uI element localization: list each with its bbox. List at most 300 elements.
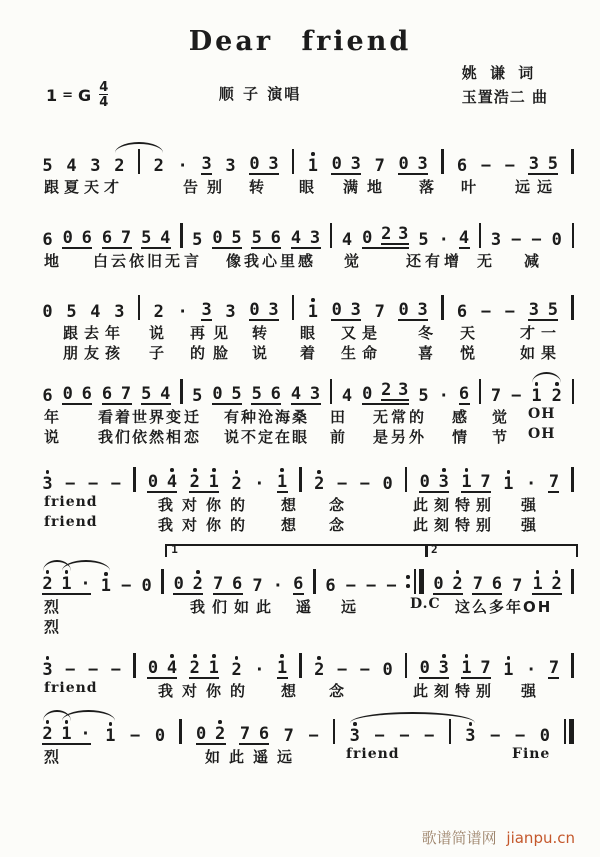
lyrics-row [0, 595, 600, 615]
note-digit: 6 [81, 228, 92, 248]
rest-dash [337, 469, 348, 493]
aug-dot [438, 225, 449, 249]
note [231, 379, 242, 403]
note-digit: 5 [251, 384, 262, 404]
lyric-syllable: 眼 [299, 178, 315, 196]
beam-group [173, 569, 203, 595]
aug-dot [254, 469, 265, 493]
lyrics-row [0, 405, 600, 425]
performer-credit: 顺 子 演唱 [218, 85, 302, 103]
beam-group [528, 295, 558, 321]
note [480, 467, 491, 491]
rest-dash [511, 381, 522, 405]
note-digit: 4 [290, 228, 302, 248]
lyric-syllable: D.C [410, 596, 441, 612]
note [362, 379, 373, 403]
note-digit: 1 [531, 386, 542, 406]
note-digit: 2 [381, 223, 392, 244]
beam-group [461, 467, 491, 493]
barline [138, 295, 141, 320]
note [225, 297, 236, 321]
lyric-syllable: 告别 [183, 178, 232, 196]
watermark [422, 827, 575, 848]
beam-group [212, 223, 242, 249]
note [231, 655, 242, 679]
rest-dash [121, 571, 132, 595]
barline [330, 379, 333, 404]
note-digit: 0 [147, 472, 159, 492]
lyricist-credit: 姚 谦 词 [461, 64, 538, 82]
lyric-syllable: 像我心里感 [226, 252, 317, 270]
note [528, 295, 539, 319]
lyric-syllable: 想 [281, 682, 297, 700]
note [491, 381, 502, 405]
beam-group [147, 653, 177, 679]
rest-dash [65, 655, 76, 679]
note [231, 469, 242, 493]
note-digit: 7 [480, 472, 491, 492]
note-digit: 4 [66, 156, 77, 176]
note [398, 295, 409, 319]
score [0, 131, 600, 765]
note [42, 225, 53, 249]
note [81, 223, 92, 247]
note [307, 151, 318, 175]
note-digit: 3 [398, 379, 409, 400]
tie-slur-arc [62, 560, 110, 571]
note-digit: − [511, 386, 522, 406]
beam-group [461, 653, 491, 679]
volta-label: 2 [431, 543, 438, 556]
lyric-syllable: 眼 [300, 324, 316, 342]
note [382, 469, 393, 493]
note [438, 653, 449, 677]
note-digit: − [87, 474, 99, 494]
note-digit: 0 [433, 574, 444, 594]
notes-row [42, 375, 574, 405]
lyric-syllable: 遥 [296, 598, 312, 616]
rest-dash [386, 571, 397, 595]
note [114, 151, 125, 175]
lyric-syllable: 生命 [341, 344, 384, 362]
lyric-syllable: 这么多年OH [455, 598, 553, 616]
lyric-syllable: friend [44, 514, 98, 530]
note-digit: 0 [398, 300, 409, 320]
note-digit: 6 [325, 576, 336, 596]
repeat-dot [406, 584, 410, 588]
rest-dash [511, 225, 522, 249]
note-digit: − [359, 660, 370, 680]
rest-dash [480, 151, 491, 175]
barline [571, 149, 574, 174]
note-digit: 0 [42, 302, 53, 322]
note-digit: 1 [100, 576, 111, 596]
lyric-syllable: 此刻特别 [413, 496, 498, 514]
barline [571, 295, 574, 320]
lyric-syllable: 远 [341, 598, 357, 616]
note-digit: 0 [362, 228, 373, 248]
beam-group [398, 295, 428, 321]
lyric-syllable: 觉 [492, 408, 508, 426]
note-digit: 0 [419, 658, 430, 678]
beam-group [249, 149, 279, 175]
note-digit: 2 [314, 660, 325, 680]
note-digit: · [254, 660, 265, 680]
note-digit: 4 [341, 230, 353, 250]
note-digit: 4 [290, 384, 302, 404]
lyric-syllable: 着 [300, 344, 316, 362]
lyric-syllable: 我对你的 [158, 682, 255, 700]
note [551, 569, 562, 593]
lyric-syllable: 此刻特别 [413, 682, 498, 700]
lyric-syllable: 觉 [344, 252, 360, 270]
beam-group [381, 219, 409, 245]
lyrics-row [0, 249, 600, 269]
lyrics-row [0, 321, 600, 341]
note-digit: 7 [472, 574, 484, 594]
beam-group [433, 569, 463, 595]
note [532, 569, 543, 593]
beam-group [532, 569, 562, 595]
note [62, 379, 73, 403]
composer-credit: 玉置浩二 曲 [461, 88, 548, 106]
time-signature-numerator: 4 [99, 80, 109, 95]
note-digit: 7 [120, 228, 132, 248]
lyric-syllable: 我们依然相 [98, 428, 184, 446]
lyrics-row [0, 493, 600, 513]
note-digit: 7 [120, 384, 132, 404]
note-digit: 0 [382, 660, 393, 680]
rest-dash [504, 297, 515, 321]
note-digit: 3 [438, 472, 449, 492]
note-digit: · [438, 386, 449, 406]
lyric-syllable: 的脸 [190, 344, 237, 362]
lyric-syllable: 如此遥远 [205, 748, 302, 766]
note-digit: 2 [114, 156, 125, 176]
note-digit: 6 [270, 228, 281, 248]
credits-block [462, 61, 548, 109]
rest-dash [88, 655, 99, 679]
lyric-syllable: 再见 [190, 324, 237, 342]
note-digit: − [399, 726, 410, 746]
note-digit: 7 [480, 658, 491, 678]
note-digit: 3 [438, 658, 449, 678]
note-digit: 6 [232, 574, 243, 594]
note [90, 151, 101, 175]
beam-group [42, 719, 91, 745]
note-digit: 3 [490, 230, 502, 250]
note [42, 151, 53, 175]
beam-group [251, 223, 281, 249]
beam-group [331, 149, 361, 175]
note-digit: − [110, 474, 122, 494]
note-digit: 4 [160, 384, 171, 404]
note-digit: 4 [90, 302, 101, 322]
note-digit: · [272, 576, 283, 596]
lyric-syllable: 前 [330, 428, 346, 446]
note [105, 721, 116, 745]
note-digit: 5 [547, 154, 558, 174]
lyric-syllable: OH [528, 406, 556, 422]
note-digit: 2 [231, 660, 242, 680]
beam-group [189, 467, 219, 493]
lyric-syllable: 感 [452, 408, 468, 426]
note [314, 469, 325, 493]
beam-group [528, 149, 558, 175]
note [42, 381, 53, 405]
lyrics-row [0, 615, 600, 635]
note [291, 379, 302, 403]
note [153, 151, 164, 175]
note [283, 721, 294, 745]
note-digit: 6 [42, 386, 53, 406]
lyrics-row [0, 341, 600, 361]
lyrics-row [0, 745, 600, 765]
note [480, 653, 491, 677]
note-digit: 3 [201, 300, 212, 320]
note-digit: 6 [42, 230, 53, 250]
lyric-syllable: 强 [521, 516, 537, 534]
aug-dot [80, 719, 91, 743]
lyric-syllable: 念 [329, 682, 345, 700]
system [0, 131, 600, 195]
note-digit: 5 [547, 300, 558, 320]
note [291, 223, 302, 247]
rest-dash [374, 721, 385, 745]
note-digit: 5 [418, 230, 429, 250]
rest-dash [359, 655, 370, 679]
barline [479, 379, 482, 404]
rest-dash [359, 469, 370, 493]
note-digit: 4 [166, 658, 178, 678]
note-digit: 1 [208, 472, 219, 492]
beam-group [362, 219, 409, 250]
lyric-syllable: 烈 [44, 598, 60, 616]
note-digit: 3 [42, 474, 53, 494]
note-digit: · [438, 230, 449, 250]
note-digit: 2 [215, 724, 226, 744]
lyric-syllable: 想 [281, 516, 297, 534]
note-digit: 3 [417, 300, 428, 320]
note [100, 571, 111, 595]
note [374, 297, 385, 321]
barline [292, 149, 295, 174]
note [42, 469, 53, 493]
note [215, 719, 226, 743]
lyric-syllable: 跟夏天才 [44, 178, 125, 196]
note-digit: − [345, 576, 356, 596]
note [350, 149, 361, 173]
lyric-syllable: 转 [249, 178, 265, 196]
barline [313, 569, 316, 594]
aug-dot [80, 569, 91, 593]
note [503, 469, 514, 493]
note [141, 571, 152, 595]
note-digit: 6 [101, 228, 113, 248]
tie-slur-arc [350, 712, 474, 723]
note-digit: 5 [251, 228, 262, 248]
note [314, 655, 325, 679]
lyric-syllable: 无 [477, 252, 493, 270]
repeat-end-sign [406, 569, 423, 594]
note [231, 223, 242, 247]
barline [571, 467, 574, 492]
barline [180, 223, 183, 248]
note [208, 467, 219, 491]
note [452, 569, 463, 593]
note [548, 467, 559, 493]
lyric-syllable: 说不定在眼 [224, 428, 310, 446]
beam-group [419, 653, 449, 679]
note-digit: 0 [154, 726, 166, 746]
note [310, 223, 321, 247]
note-digit: 7 [512, 576, 523, 596]
note [270, 379, 281, 403]
note [539, 721, 550, 745]
note-digit: · [254, 474, 265, 494]
system [0, 449, 600, 533]
note-digit: 7 [490, 386, 502, 406]
volta-bracket [165, 544, 427, 557]
note-digit: 3 [528, 154, 539, 174]
note-digit: − [424, 726, 435, 746]
note-digit: 1 [307, 302, 318, 322]
aug-dot [438, 381, 449, 405]
barline [405, 467, 408, 492]
note [121, 379, 132, 403]
note-digit: 1 [105, 726, 116, 746]
rest-dash [424, 721, 435, 745]
note-digit: − [130, 726, 141, 746]
note [212, 379, 223, 403]
note-digit: − [514, 726, 526, 746]
note [61, 569, 72, 593]
beam-group [189, 653, 219, 679]
note [147, 653, 158, 677]
note-digit: 5 [192, 230, 203, 250]
rest-dash [130, 721, 141, 745]
repeat-thick-bar [419, 569, 424, 594]
note [153, 297, 164, 321]
lyric-syllable: 想 [281, 496, 297, 514]
lyric-syllable: 强 [521, 496, 537, 514]
barline [292, 295, 295, 320]
aug-dot [177, 151, 188, 175]
note [398, 149, 409, 173]
barline [441, 149, 444, 174]
note-digit: 0 [382, 474, 393, 494]
watermark-site-name: 歌谱简谱网 [421, 829, 497, 847]
note-digit: − [359, 474, 370, 494]
note-digit: − [121, 576, 132, 596]
barline [299, 653, 302, 678]
system [0, 277, 600, 361]
barline [571, 653, 574, 678]
note-digit: 7 [252, 576, 263, 596]
lyrics-row [0, 679, 600, 699]
note [251, 379, 262, 403]
lyric-syllable: OH [528, 426, 556, 442]
rest-dash [480, 297, 491, 321]
lyric-syllable: 悦 [460, 344, 476, 362]
note-digit: 3 [268, 154, 279, 174]
note [270, 223, 281, 247]
note-digit: − [511, 230, 522, 250]
rest-dash [308, 721, 319, 745]
rest-dash [345, 571, 356, 595]
note-digit: 0 [62, 228, 73, 248]
note [201, 295, 212, 321]
note [491, 569, 502, 593]
beam-group [62, 223, 92, 249]
note-digit: 6 [81, 384, 92, 404]
lyric-syllable: friend [346, 746, 400, 762]
beam-group [141, 379, 171, 405]
note [551, 381, 562, 405]
note [61, 719, 72, 743]
note-digit: · [526, 660, 537, 680]
note [362, 223, 373, 247]
note [547, 149, 558, 173]
note [189, 467, 200, 491]
note [160, 379, 171, 403]
note [457, 297, 468, 321]
note [457, 151, 468, 175]
system [0, 205, 600, 269]
note-digit: 0 [212, 228, 223, 248]
lyric-syllable: 落 [419, 178, 435, 196]
note-digit: 4 [160, 228, 171, 248]
note-digit: 6 [101, 384, 113, 404]
note [192, 569, 203, 593]
rest-dash [531, 225, 542, 249]
beam-group [213, 569, 243, 595]
lyric-syllable: 烈 [44, 618, 60, 636]
note [459, 379, 470, 405]
note-digit: 5 [192, 386, 203, 406]
note-digit: − [336, 474, 348, 494]
note [252, 571, 263, 595]
note-digit: 3 [309, 384, 321, 404]
lyric-syllable: 叶 [461, 178, 477, 196]
note-digit: 5 [66, 302, 77, 322]
note-digit: 5 [42, 156, 53, 176]
note [310, 379, 321, 403]
barline [572, 223, 575, 248]
note-digit: 2 [153, 156, 164, 176]
beam-group [398, 149, 428, 175]
note [331, 149, 342, 173]
note-digit: 5 [141, 228, 152, 248]
tie-slur-arc [532, 372, 561, 383]
note-digit: 0 [398, 154, 409, 174]
lyrics-row [0, 425, 600, 445]
beam-group [331, 295, 361, 321]
note-digit: 6 [456, 302, 468, 322]
notes-row [42, 291, 574, 321]
lyric-syllable: 我对你的 [158, 496, 255, 514]
note-digit: − [504, 156, 515, 176]
note [166, 653, 177, 677]
beam-group [251, 379, 281, 405]
lyric-syllable: 冬 [418, 324, 434, 342]
lyric-syllable: 是另外 [373, 428, 428, 446]
barline [441, 295, 444, 320]
rest-dash [65, 469, 76, 493]
note [374, 151, 385, 175]
note [114, 297, 125, 321]
note [342, 225, 353, 249]
